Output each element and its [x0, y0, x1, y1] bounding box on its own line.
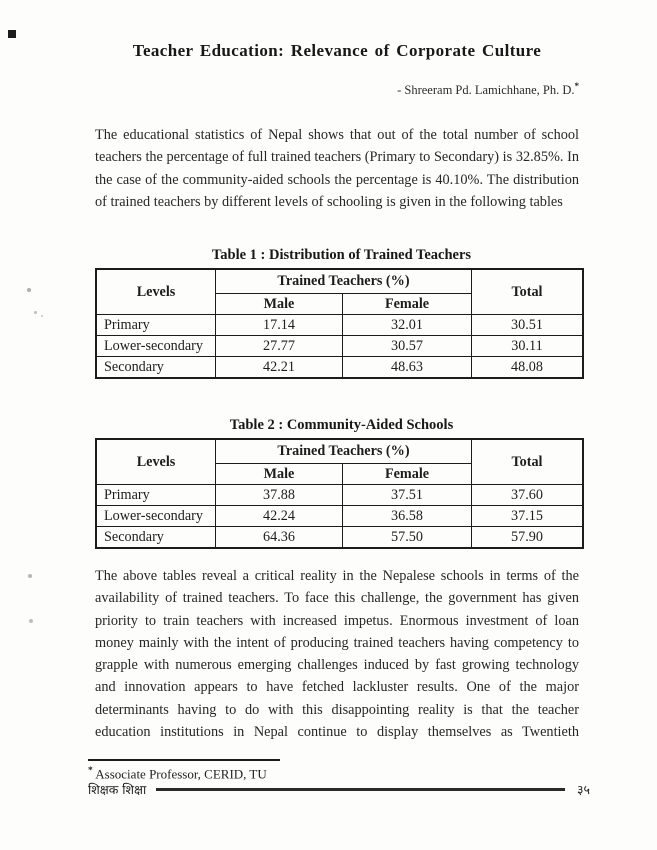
- col-header-total: Total: [472, 439, 584, 485]
- footnote-marker: *: [88, 766, 93, 776]
- scan-speck: [41, 315, 43, 317]
- col-header-levels: Levels: [96, 439, 216, 485]
- footnote: [88, 766, 568, 782]
- article-title: Teacher Education: Relevance of Corporate Culture: [132, 41, 542, 60]
- cell-female: 36.58: [343, 506, 472, 527]
- cell-male: 17.14: [216, 315, 343, 336]
- cell-level: Primary: [96, 315, 216, 336]
- cell-female: 32.01: [343, 315, 472, 336]
- page-footer: [88, 781, 590, 798]
- footnote-text: Associate Professor, CERID, TU: [92, 766, 267, 782]
- table-row: [96, 506, 583, 527]
- cell-total: 30.11: [472, 336, 584, 357]
- cell-male: 37.88: [216, 485, 343, 506]
- col-header-male: Male: [216, 294, 343, 315]
- scan-mark-square: [8, 30, 16, 38]
- table-1-caption: Table 1 : Distribution of Trained Teachers: [211, 247, 472, 263]
- table-row: [96, 357, 583, 379]
- author-name: - Shreeram Pd. Lamichhane, Ph. D.: [397, 83, 575, 98]
- author-byline: [95, 81, 579, 98]
- cell-level: Secondary: [96, 357, 216, 379]
- scan-speck: [27, 288, 31, 292]
- table-1: [95, 268, 584, 379]
- cell-level: Lower-secondary: [96, 336, 216, 357]
- cell-total: 30.51: [472, 315, 584, 336]
- page-number: ३५: [576, 782, 590, 797]
- cell-female: 57.50: [343, 527, 472, 549]
- scan-speck: [28, 574, 32, 578]
- col-header-male: Male: [216, 464, 343, 485]
- table-row: [96, 485, 583, 506]
- scan-speck: [34, 311, 37, 314]
- col-header-levels: Levels: [96, 269, 216, 315]
- cell-male: 42.24: [216, 506, 343, 527]
- col-header-female: Female: [343, 464, 472, 485]
- table-row: [96, 336, 583, 357]
- cell-total: 48.08: [472, 357, 584, 379]
- col-header-female: Female: [343, 294, 472, 315]
- scan-speck: [29, 619, 33, 623]
- col-header-group: Trained Teachers (%): [216, 439, 472, 464]
- cell-total: 57.90: [472, 527, 584, 549]
- trained-teachers-table: [95, 268, 584, 379]
- discussion-paragraph: The above tables reveal a critical reality in the Nepalese schools in terms of the availability of trained teachers. To face this challenge, the government has given priority to train teachers with increased impetus. Enormous investment of loan money mainly with the intent of producing trained teachers having competency to grapple with numerous emerging challenges induced by fast growing technology and innovation appears to have fetched lackluster results. One of the major determinants having to do with this disappointing reality is that the teacher education institutions in Nepal continue to display themselves as Twentieth: [95, 568, 579, 741]
- table-row: [96, 315, 583, 336]
- cell-female: 48.63: [343, 357, 472, 379]
- footer-rule: [156, 788, 565, 790]
- footnote-separator-rule: [88, 759, 280, 761]
- table-2: [95, 438, 584, 549]
- col-header-group: Trained Teachers (%): [216, 269, 472, 294]
- cell-male: 64.36: [216, 527, 343, 549]
- intro-paragraph: The educational statistics of Nepal shows that out of the total number of school teachers the percentage of full trained teachers (Primary to Secondary) is 32.85%. In the case of the community-aided schools the percentage is 40.10%. The distribution of trained teachers by different levels of schooling is given in the following tables: [95, 127, 579, 210]
- journal-name: शिक्षक शिक्षा: [88, 782, 147, 797]
- author-footnote-marker: *: [574, 81, 579, 91]
- cell-level: Secondary: [96, 527, 216, 549]
- col-header-total: Total: [472, 269, 584, 315]
- community-aided-table: [95, 438, 584, 549]
- cell-total: 37.60: [472, 485, 584, 506]
- cell-level: Lower-secondary: [96, 506, 216, 527]
- cell-level: Primary: [96, 485, 216, 506]
- cell-female: 37.51: [343, 485, 472, 506]
- table-2-caption: Table 2 : Community-Aided Schools: [229, 417, 454, 433]
- cell-total: 37.15: [472, 506, 584, 527]
- cell-male: 27.77: [216, 336, 343, 357]
- table-row: [96, 527, 583, 549]
- cell-male: 42.21: [216, 357, 343, 379]
- cell-female: 30.57: [343, 336, 472, 357]
